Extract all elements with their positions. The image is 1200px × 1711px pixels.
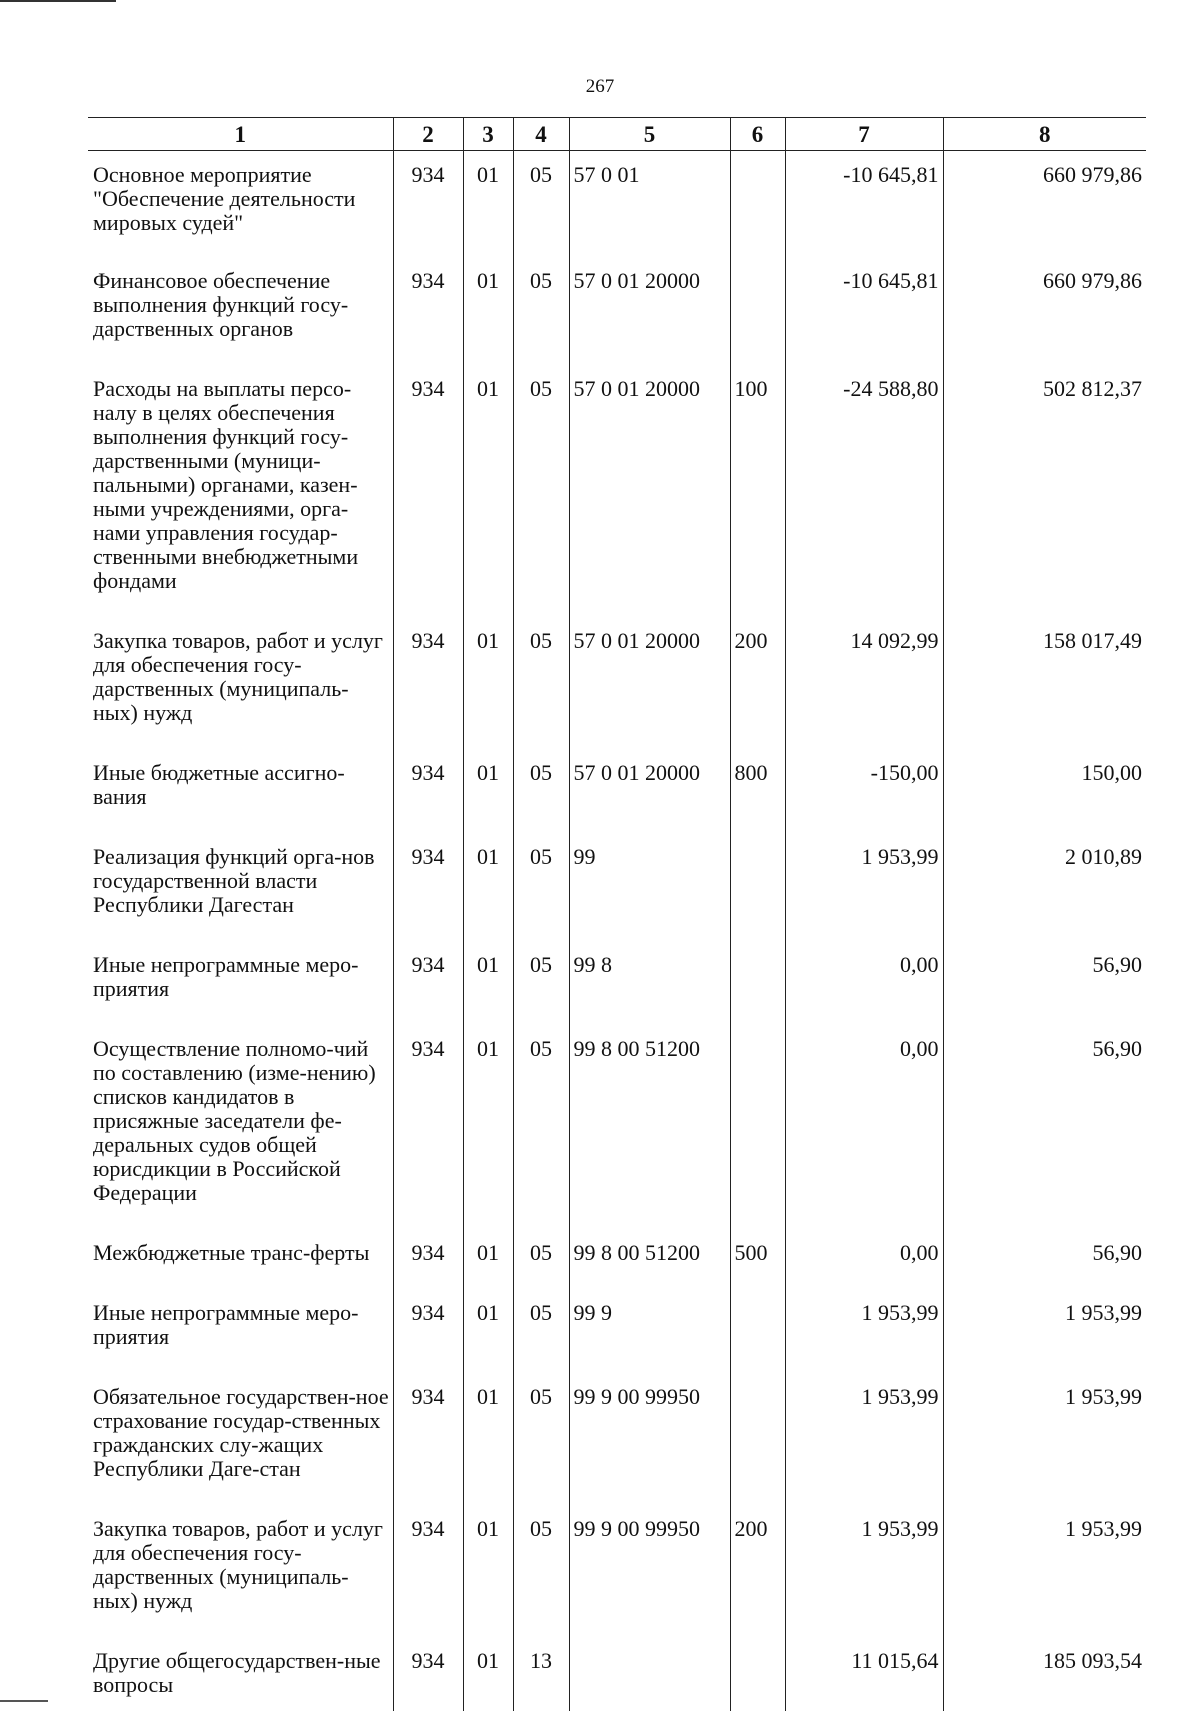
row-name: Межбюджетные транс-ферты [88, 1229, 393, 1289]
row-name: Основное мероприятие "Обеспечение деятельности мировых судей" [88, 151, 393, 260]
cell-expense-type: 200 [730, 1505, 785, 1637]
budget-table [88, 117, 1146, 1711]
table-row [88, 941, 1146, 1025]
cell-amount-change: 11 015,64 [785, 1637, 943, 1711]
row-name: Иные непрограммные меро-приятия [88, 1289, 393, 1373]
cell-section: 01 [463, 617, 513, 749]
cell-amount-change: 1 953,99 [785, 833, 943, 941]
cell-amount-change: 1 953,99 [785, 1373, 943, 1505]
cell-expense-type [730, 1289, 785, 1373]
table-row [88, 1229, 1146, 1289]
cell-subsection: 05 [513, 833, 569, 941]
cell-section: 01 [463, 941, 513, 1025]
cell-expense-type: 200 [730, 617, 785, 749]
cell-amount-total: 185 093,54 [943, 1637, 1146, 1711]
cell-expense-type [730, 1025, 785, 1229]
cell-ministry: 934 [393, 749, 463, 833]
header-cell: 1 [88, 118, 393, 151]
table-row [88, 1505, 1146, 1637]
row-name: Реализация функций орга-нов государственной власти Республики Дагестан [88, 833, 393, 941]
cell-ministry: 934 [393, 1373, 463, 1505]
row-name: Закупка товаров, работ и услуг для обеспечения госу-дарственных (муниципаль-ных) нужд [88, 617, 393, 749]
scan-edge-mark [0, 1700, 48, 1702]
cell-subsection: 05 [513, 1229, 569, 1289]
cell-section: 01 [463, 259, 513, 365]
row-name: Осуществление полномо-чий по составлению (изме-нению) списков кандидатов в присяжные заседатели фе-деральных судов общей юрисдикции в Российской Федерации [88, 1025, 393, 1229]
cell-amount-total: 2 010,89 [943, 833, 1146, 941]
cell-amount-change: 0,00 [785, 941, 943, 1025]
row-name: Иные непрограммные меро-приятия [88, 941, 393, 1025]
cell-target-article: 99 9 00 99950 [569, 1373, 730, 1505]
cell-section: 01 [463, 1229, 513, 1289]
cell-ministry: 934 [393, 617, 463, 749]
header-cell: 6 [730, 118, 785, 151]
row-name: Иные бюджетные ассигно-вания [88, 749, 393, 833]
cell-ministry: 934 [393, 941, 463, 1025]
cell-subsection: 05 [513, 259, 569, 365]
cell-target-article: 99 [569, 833, 730, 941]
cell-subsection: 05 [513, 1505, 569, 1637]
row-name: Закупка товаров, работ и услуг для обеспечения госу-дарственных (муниципаль-ных) нужд [88, 1505, 393, 1637]
cell-target-article: 57 0 01 20000 [569, 617, 730, 749]
cell-amount-total: 1 953,99 [943, 1373, 1146, 1505]
cell-section: 01 [463, 833, 513, 941]
cell-subsection: 13 [513, 1637, 569, 1711]
cell-section: 01 [463, 749, 513, 833]
row-name: Финансовое обеспечение выполнения функций госу-дарственных органов [88, 259, 393, 365]
table-row [88, 1373, 1146, 1505]
header-cell: 8 [943, 118, 1146, 151]
cell-section: 01 [463, 1637, 513, 1711]
cell-expense-type [730, 1637, 785, 1711]
row-name: Обязательное государствен-ное страхование государ-ственных гражданских слу-жащих Республики Даге-стан [88, 1373, 393, 1505]
cell-ministry: 934 [393, 1289, 463, 1373]
cell-expense-type [730, 1373, 785, 1505]
cell-target-article: 99 8 00 51200 [569, 1229, 730, 1289]
cell-subsection: 05 [513, 617, 569, 749]
cell-expense-type: 800 [730, 749, 785, 833]
cell-subsection: 05 [513, 1025, 569, 1229]
header-cell: 3 [463, 118, 513, 151]
cell-amount-total: 1 953,99 [943, 1505, 1146, 1637]
cell-amount-change: 1 953,99 [785, 1505, 943, 1637]
row-name: Другие общегосударствен-ные вопросы [88, 1637, 393, 1711]
cell-subsection: 05 [513, 941, 569, 1025]
cell-target-article: 99 8 [569, 941, 730, 1025]
cell-expense-type [730, 833, 785, 941]
cell-ministry: 934 [393, 833, 463, 941]
cell-amount-change: -10 645,81 [785, 151, 943, 260]
cell-section: 01 [463, 1289, 513, 1373]
cell-target-article: 99 9 [569, 1289, 730, 1373]
cell-target-article: 99 8 00 51200 [569, 1025, 730, 1229]
cell-target-article: 57 0 01 [569, 151, 730, 260]
cell-target-article: 57 0 01 20000 [569, 259, 730, 365]
cell-ministry: 934 [393, 1505, 463, 1637]
cell-ministry: 934 [393, 151, 463, 260]
cell-amount-total: 502 812,37 [943, 365, 1146, 617]
cell-amount-total: 150,00 [943, 749, 1146, 833]
cell-amount-total: 56,90 [943, 1229, 1146, 1289]
cell-expense-type [730, 259, 785, 365]
cell-section: 01 [463, 1373, 513, 1505]
cell-amount-change: 14 092,99 [785, 617, 943, 749]
header-cell: 5 [569, 118, 730, 151]
cell-target-article: 99 9 00 99950 [569, 1505, 730, 1637]
cell-ministry: 934 [393, 365, 463, 617]
table-row [88, 151, 1146, 260]
cell-amount-total: 660 979,86 [943, 151, 1146, 260]
cell-target-article: 57 0 01 20000 [569, 749, 730, 833]
page-number: 267 [0, 76, 1200, 98]
header-row [88, 118, 1146, 151]
cell-ministry: 934 [393, 1229, 463, 1289]
cell-target-article [569, 1637, 730, 1711]
cell-section: 01 [463, 1505, 513, 1637]
cell-ministry: 934 [393, 1025, 463, 1229]
header-cell: 7 [785, 118, 943, 151]
cell-expense-type [730, 941, 785, 1025]
cell-target-article: 57 0 01 20000 [569, 365, 730, 617]
cell-amount-total: 1 953,99 [943, 1289, 1146, 1373]
table-row [88, 1025, 1146, 1229]
cell-subsection: 05 [513, 151, 569, 260]
table-row [88, 617, 1146, 749]
row-name: Расходы на выплаты персо-налу в целях обеспечения выполнения функций госу-дарственными (муници-пальными) органами, казен-ными учреждениями, орга-нами управления государ-ственными внебюджетными фондами [88, 365, 393, 617]
cell-subsection: 05 [513, 365, 569, 617]
table-row [88, 833, 1146, 941]
cell-subsection: 05 [513, 1289, 569, 1373]
scan-edge-mark [0, 0, 116, 2]
cell-ministry: 934 [393, 259, 463, 365]
cell-amount-change: -24 588,80 [785, 365, 943, 617]
table-row [88, 1289, 1146, 1373]
table-body [88, 151, 1146, 1711]
cell-section: 01 [463, 1025, 513, 1229]
cell-ministry: 934 [393, 1637, 463, 1711]
cell-amount-change: -10 645,81 [785, 259, 943, 365]
cell-expense-type: 100 [730, 365, 785, 617]
cell-amount-total: 660 979,86 [943, 259, 1146, 365]
cell-expense-type [730, 151, 785, 260]
header-cell: 4 [513, 118, 569, 151]
cell-subsection: 05 [513, 749, 569, 833]
table-row [88, 749, 1146, 833]
cell-amount-total: 158 017,49 [943, 617, 1146, 749]
header-cell: 2 [393, 118, 463, 151]
table-row [88, 259, 1146, 365]
cell-amount-change: -150,00 [785, 749, 943, 833]
cell-amount-change: 1 953,99 [785, 1289, 943, 1373]
cell-subsection: 05 [513, 1373, 569, 1505]
table-row [88, 365, 1146, 617]
cell-expense-type: 500 [730, 1229, 785, 1289]
cell-amount-change: 0,00 [785, 1025, 943, 1229]
cell-amount-total: 56,90 [943, 941, 1146, 1025]
cell-amount-change: 0,00 [785, 1229, 943, 1289]
cell-amount-total: 56,90 [943, 1025, 1146, 1229]
cell-section: 01 [463, 365, 513, 617]
table-row [88, 1637, 1146, 1711]
cell-section: 01 [463, 151, 513, 260]
